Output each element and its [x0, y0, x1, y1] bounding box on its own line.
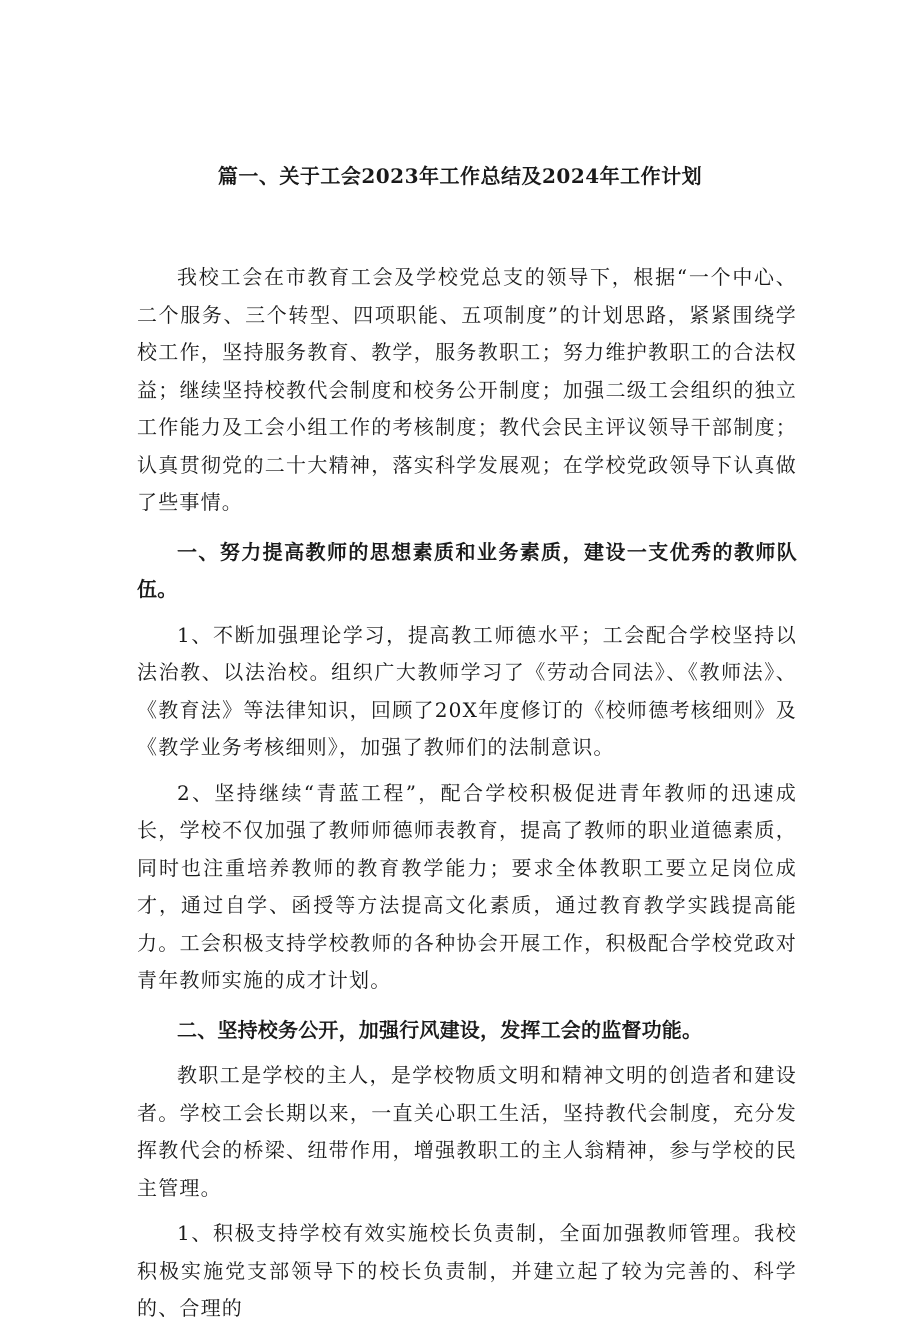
section-heading-2: 二、坚持校务公开，加强行风建设，发挥工会的监督功能。 — [177, 1017, 703, 1042]
paragraph-2-1: 1、积极支持学校有效实施校长负责制，全面加强教师管理。我校积极实施党支部领导下的校长负责制，并建立起了较为完善的、科学的、合理的 — [137, 1221, 797, 1320]
paragraph-2-intro: 教职工是学校的主人，是学校物质文明和精神文明的创造者和建设者。学校工会长期以来，一直关心职工生活，坚持教代会制度，充分发挥教代会的桥梁、纽带作用，增强教职工的主人翁精神，参与学校的民主管理。 — [137, 1063, 797, 1200]
paragraph-1-1: 1、不断加强理论学习，提高教工师德水平；工会配合学校坚持以法治教、以法治校。组织广大教师学习了《劳动合同法》、《教师法》、《教育法》等法律知识，回顾了20X年度修订的《校师德考核细则》及《教学业务考核细则》，加强了教师们的法制意识。 — [137, 622, 797, 759]
document-body — [137, 259, 797, 1328]
document-title: 篇一、关于工会2023年工作总结及2024年工作计划 — [217, 164, 703, 188]
paragraph-intro: 我校工会在市教育工会及学校党总支的领导下，根据“一个中心、二个服务、三个转型、四项职能、五项制度”的计划思路，紧紧围绕学校工作，坚持服务教育、教学，服务教职工；努力维护教职工的合法权益；继续坚持校教代会制度和校务公开制度；加强二级工会组织的独立工作能力及工会小组工作的考核制度；教代会民主评议领导干部制度；认真贯彻党的二十大精神，落实科学发展观；在学校党政领导下认真做了些事情。 — [137, 265, 797, 514]
section-heading-1: 一、努力提高教师的思想素质和业务素质，建设一支优秀的教师队伍。 — [137, 539, 797, 601]
paragraph-1-2: 2、坚持继续“青蓝工程”，配合学校积极促进青年教师的迅速成长，学校不仅加强了教师师德师表教育，提高了教师的职业道德素质，同时也注重培养教师的教育教学能力；要求全体教职工要立足岗位成才，通过自学、函授等方法提高文化素质，通过教育教学实践提高能力。工会积极支持学校教师的各种协会开展工作，积极配合学校党政对青年教师实施的成才计划。 — [137, 780, 797, 992]
